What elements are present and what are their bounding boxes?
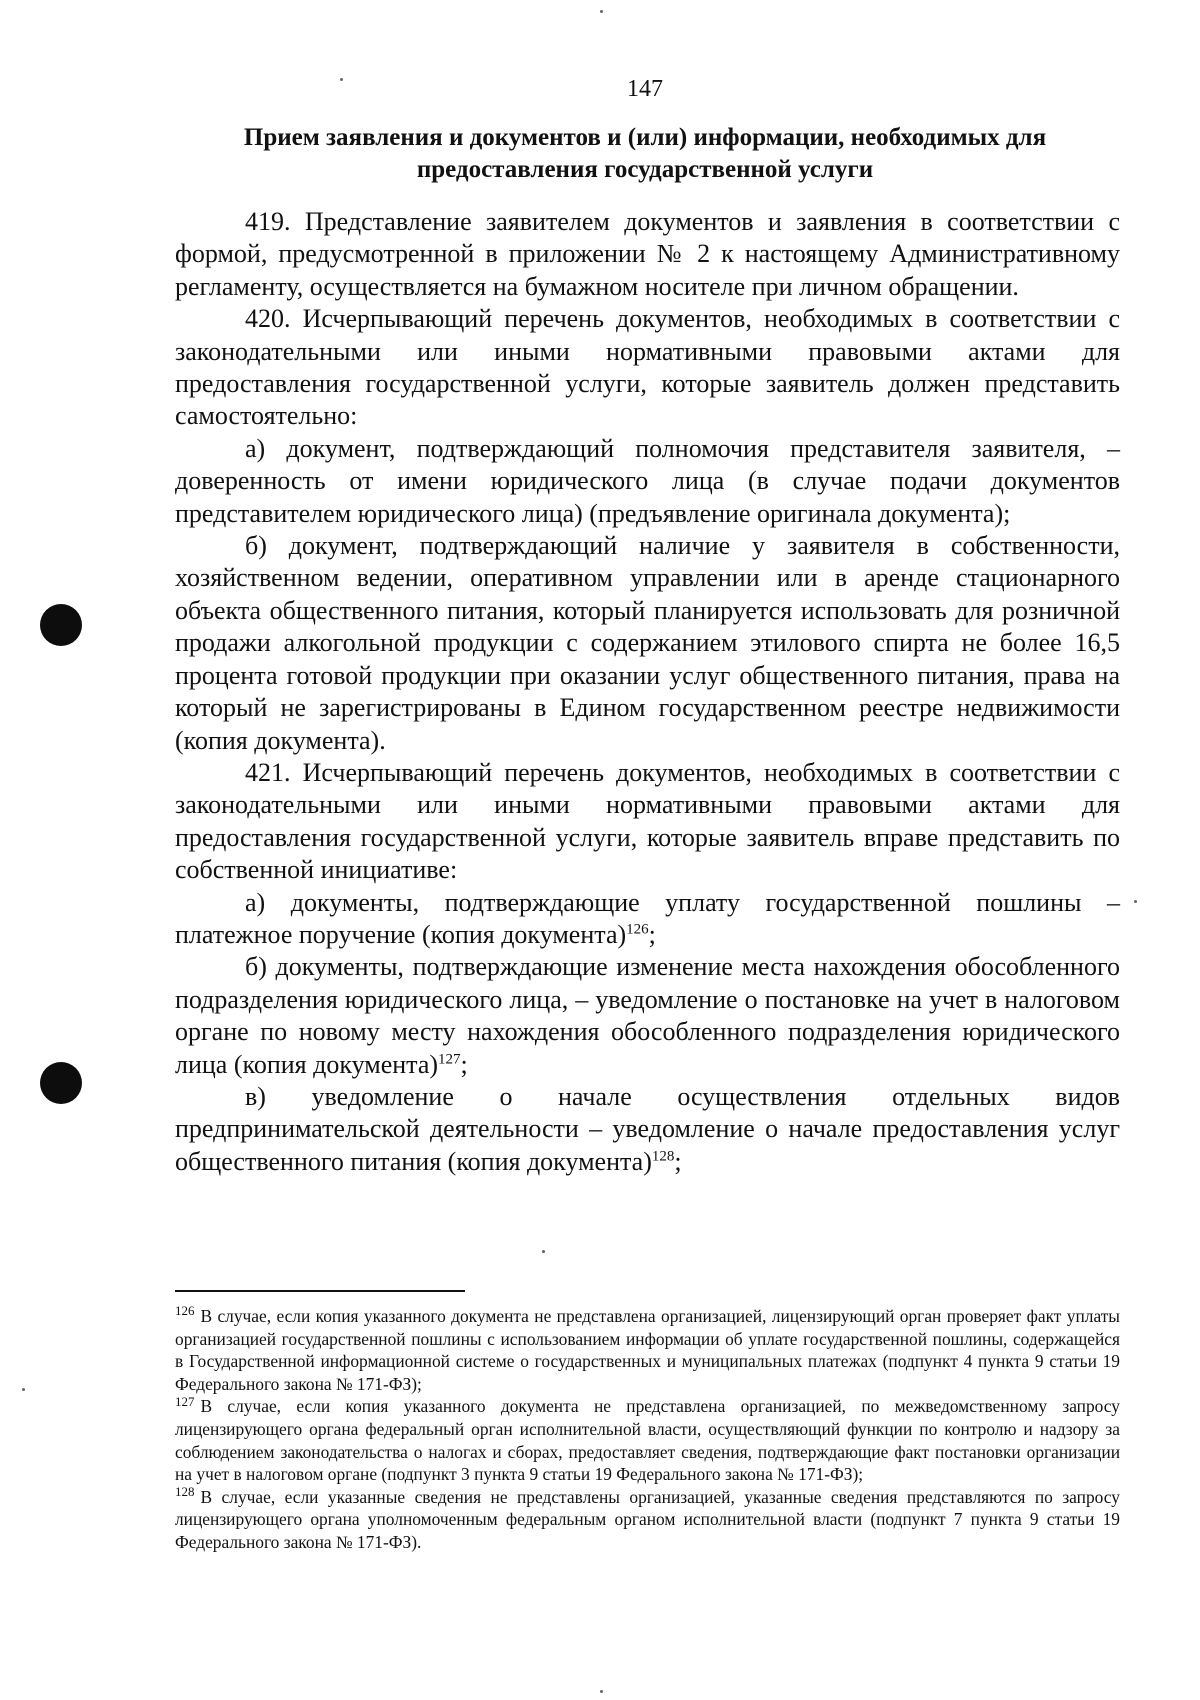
scan-speck bbox=[542, 1250, 545, 1253]
paragraph-420-b: б) документ, подтверждающий наличие у заявителя в собственности, хозяйственном ведении, оперативном управлении или в аренде стационарного объекта общественного питания, который планируется использовать для розничной продажи алкогольной продукции с содержанием этилового спирта не более 16,5 процента готовой продукции при оказании услуг общественного питания, права на который не зарегистрированы в Едином государственном реестре недвижимости (копия документа). bbox=[175, 531, 1120, 755]
paragraph-420-a: а) документ, подтверждающий полномочия представителя заявителя, – доверенность от имени юридического лица (в случае подачи документов представителем юридического лица) (предъявление оригинала документа); bbox=[175, 433, 1120, 528]
footnotes bbox=[175, 1305, 1120, 1554]
footnote-mark: 128 bbox=[175, 1483, 195, 1499]
paragraph-420: 420. Исчерпывающий перечень документов, необходимых в соответствии с законодательными или иными нормативными правовыми актами для предоставления государственной услуги, которые заявитель должен представить самостоятельно: bbox=[175, 304, 1120, 431]
punch-hole-bottom bbox=[40, 1062, 82, 1104]
paragraph-421-b-text: б) документы, подтверждающие изменение места нахождения обособленного подразделения юридического лица, – уведомление о постановке на учет в налоговом органе по новому месту нахождения обособленного подразделения юридического лица (копия документа) bbox=[175, 952, 1120, 1079]
paragraph-421-b-end: ; bbox=[460, 1049, 468, 1079]
footnote-126 bbox=[175, 1305, 1120, 1395]
paragraph-421-b bbox=[175, 951, 1120, 1081]
footnote-ref-126: 126 bbox=[626, 921, 649, 938]
paragraph-419: 419. Представление заявителем документов и заявления в соответствии с формой, предусмотренной в приложении № 2 к настоящему Административному регламенту, осуществляется на бумажном носителе при личном обращении. bbox=[175, 207, 1120, 301]
footnote-text: В случае, если копия указанного документа не представлена организацией, лицензирующий орган проверяет факт уплаты организацией государственной пошлины с использованием информации об уплате государственной пошлины, содержащейся в Государственной информационной системе о государственных и муниципальных платежах (подпункт 4 пункта 9 статьи 19 Федерального закона № 171-ФЗ); bbox=[175, 1306, 1120, 1394]
footnote-127 bbox=[175, 1395, 1120, 1485]
paragraph-421-c bbox=[175, 1081, 1120, 1178]
scan-speck bbox=[340, 78, 343, 81]
paragraph-421-c-text: в) уведомление о начале осуществления отдельных видов предпринимательской деятельности – уведомление о начале предоставления услуг общественного питания (копия документа) bbox=[175, 1081, 1120, 1176]
footnote-separator bbox=[175, 1290, 465, 1292]
body-text bbox=[175, 206, 1120, 1178]
paragraph-421: 421. Исчерпывающий перечень документов, необходимых в соответствии с законодательными или иными нормативными правовыми актами для предоставления государственной услуги, которые заявитель вправе представить по собственной инициативе: bbox=[175, 757, 1120, 885]
footnote-ref-127: 127 bbox=[438, 1050, 461, 1067]
scan-speck bbox=[600, 1690, 603, 1693]
footnote-ref-128: 128 bbox=[651, 1148, 675, 1165]
scan-speck bbox=[22, 1388, 25, 1391]
page-number: 147 bbox=[627, 76, 663, 102]
footnote-mark: 126 bbox=[175, 1303, 195, 1319]
scan-speck bbox=[600, 10, 603, 13]
paragraph-421-a-text: а) документы, подтверждающие уплату государственной пошлины – платежное поручение (копия документа) bbox=[175, 887, 1120, 949]
footnote-text: В случае, если копия указанного документа не представлена организацией, по межведомственному запросу лицензирующего органа федеральный орган исполнительной власти, осуществляющий функции по контролю и надзору за соблюдением законодательства о налогах и сборах, предоставляет сведения, подтверждающие факт постановки организации на учет в налоговом органе (подпункт 3 пункта 9 статьи 19 Федерального закона № 171-ФЗ); bbox=[175, 1396, 1120, 1485]
footnote-mark: 127 bbox=[175, 1393, 195, 1409]
paragraph-421-a bbox=[175, 887, 1120, 952]
footnote-text: В случае, если указанные сведения не представлены организацией, указанные сведения представляются по запросу лицензирующего органа уполномоченным федеральным органом исполнительной власти (подпункт 7 пункта 9 статьи 19 Федерального закона № 171-ФЗ). bbox=[175, 1486, 1120, 1552]
footnote-128 bbox=[175, 1483, 1120, 1554]
punch-hole-top bbox=[40, 604, 82, 646]
scan-speck bbox=[1134, 900, 1137, 903]
paragraph-421-c-end: ; bbox=[674, 1146, 682, 1176]
section-title: Прием заявления и документов и (или) информации, необходимых для предоставления государственной услуги bbox=[243, 124, 1047, 183]
paragraph-421-a-end: ; bbox=[648, 919, 656, 949]
